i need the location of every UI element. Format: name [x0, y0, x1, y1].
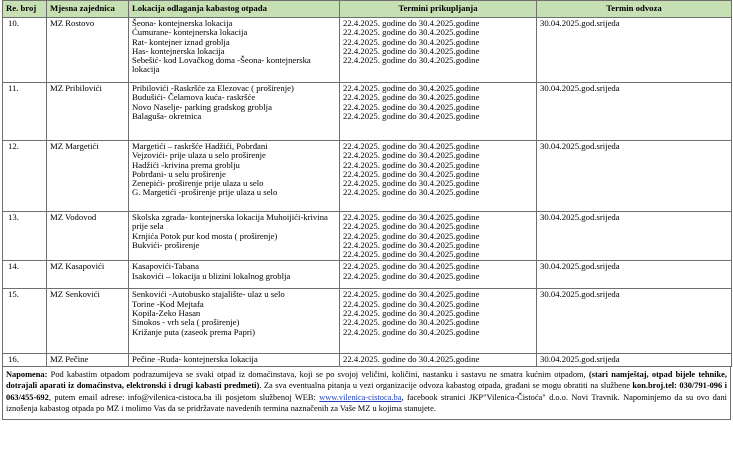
table-body [3, 18, 732, 367]
location-line: Križanje puta (zaseok prema Papri) [132, 326, 256, 337]
row-termini [340, 354, 537, 366]
termin-line: 22.4.2025. godine do 30.4.2025.godine [343, 150, 480, 161]
row-mz: MZ Rostovo [47, 18, 129, 83]
row-locations [129, 261, 340, 289]
schedule-document [2, 0, 731, 420]
table-row [3, 141, 732, 212]
termin-line: 22.4.2025. godine do 30.4.2025.godine [343, 212, 480, 222]
header-mz: Mjesna zajednica [47, 1, 129, 18]
location-line: Torine -Kod Mejtafa [132, 298, 204, 309]
row-locations [129, 141, 340, 212]
location-line: Skolska zgrada- kontejnerska lokacija Muhoijići-krivina prije sela [132, 212, 328, 232]
row-number: 11. [3, 83, 47, 141]
termin-line: 22.4.2025. godine do 30.4.2025.godine [343, 36, 480, 47]
location-line: Pečine -Ruda- kontejnerska lokacija [132, 354, 258, 365]
location-line: Kopila-Zeko Hasan [132, 308, 201, 319]
termin-line: 22.4.2025. godine do 30.4.2025.godine [343, 178, 480, 189]
header-rb: Re. broj [3, 1, 47, 18]
termin-line: 22.4.2025. godine do 30.4.2025.godine [343, 101, 480, 112]
table-row [3, 18, 732, 83]
row-number: 14. [3, 261, 47, 289]
termin-line: 22.4.2025. godine do 30.4.2025.godine [343, 354, 480, 365]
location-line: Senkovići -Autobusko stajalište- ulaz u selo [132, 289, 285, 300]
termin-line: 22.4.2025. godine do 30.4.2025.godine [343, 45, 480, 56]
note-text-4: , facebook stranici JKP"Vilenica-Čistoća" d.o.o. Novi Travnik. Napominjemo da su ovo dani iznošenja kabastog otpada po MZ i molimo Vas da se pridržavate navedenih termina naznačenih za Vaše MZ u kojima stanujete. [6, 392, 727, 414]
termin-line: 22.4.2025. godine do 30.4.2025.godine [343, 110, 480, 121]
location-line: Balaguša- okretnica [132, 110, 202, 121]
row-odvoz: 30.04.2025.god.srijeda [537, 141, 732, 212]
table-row [3, 261, 732, 289]
termin-line: 22.4.2025. godine do 30.4.2025.godine [343, 230, 480, 241]
location-line: Sinokos - vrh sela ( proširenje) [132, 317, 240, 328]
note-bold-1: (stari namještaj, otpad bijele tehnike, dotrajali aparati iz domaćinstva, elektronski i drugi kabasti predmeti) [6, 369, 727, 391]
location-line: Has- kontejnerska lokacija [132, 45, 225, 56]
row-mz: MZ Vodovod [47, 212, 129, 261]
table-row [3, 212, 732, 261]
termin-line: 22.4.2025. godine do 30.4.2025.godine [343, 221, 480, 232]
location-line: Hadžići -krivina prema groblju [132, 159, 240, 170]
table-header-row [3, 1, 732, 18]
row-locations [129, 83, 340, 141]
termin-line: 22.4.2025. godine do 30.4.2025.godine [343, 308, 480, 319]
location-line: Margetići – raskršće Hadžići, Pobrđani [132, 141, 268, 151]
termin-line: 22.4.2025. godine do 30.4.2025.godine [343, 249, 480, 260]
row-locations [129, 212, 340, 261]
header-lokacija: Lokacija odlaganja kabastog otpada [129, 1, 340, 18]
row-number: 15. [3, 289, 47, 354]
location-line: Novo Naselje- parking gradskog groblja [132, 101, 272, 112]
termin-line: 22.4.2025. godine do 30.4.2025.godine [343, 55, 480, 66]
row-locations [129, 289, 340, 354]
table-row [3, 354, 732, 366]
termin-line: 22.4.2025. godine do 30.4.2025.godine [343, 83, 480, 93]
row-number: 16. [3, 354, 47, 366]
note-label: Napomena: [6, 369, 48, 379]
row-odvoz: 30.04.2025.god.srijeda [537, 18, 732, 83]
row-termini [340, 18, 537, 83]
row-locations [129, 18, 340, 83]
termin-line: 22.4.2025. godine do 30.4.2025.godine [343, 239, 480, 250]
location-line: Ćumurane- kontejnerska lokacija [132, 27, 248, 38]
location-line: Šeona- kontejnerska lokacija [132, 18, 233, 28]
row-mz: MZ Senkovići [47, 289, 129, 354]
termin-line: 22.4.2025. godine do 30.4.2025.godine [343, 261, 480, 272]
note-paragraph [2, 367, 731, 420]
note-phone: kon.broj.tel: 030/791-096 i 063/455-692 [6, 381, 727, 402]
location-line: Budušići- Čelamova kuća- raskršće [132, 92, 256, 103]
termin-line: 22.4.2025. godine do 30.4.2025.godine [343, 270, 480, 281]
header-termini: Termini prikupljanja [340, 1, 537, 18]
row-mz: MZ Kasapovići [47, 261, 129, 289]
termin-line: 22.4.2025. godine do 30.4.2025.godine [343, 298, 480, 309]
table-row [3, 83, 732, 141]
location-line: Kasapovići-Tabana [132, 261, 199, 272]
location-line: Isakovići – lokacija u blizini lokalnog groblja [132, 270, 291, 281]
termin-line: 22.4.2025. godine do 30.4.2025.godine [343, 27, 480, 38]
note-text-3: , putem email adrese: info@vilenica-cistoca.ba ili posjetom službenoj WEB: [48, 392, 320, 402]
row-odvoz: 30.04.2025.god.srijeda [537, 83, 732, 141]
row-termini [340, 83, 537, 141]
row-number: 12. [3, 141, 47, 212]
termin-line: 22.4.2025. godine do 30.4.2025.godine [343, 92, 480, 103]
row-termini [340, 212, 537, 261]
header-odvoz: Termin odvoza [537, 1, 732, 18]
location-line: Pribilovići -Raskršće za Elezovac ( proširenje) [132, 83, 294, 93]
row-odvoz: 30.04.2025.god.srijeda [537, 354, 732, 366]
termin-line: 22.4.2025. godine do 30.4.2025.godine [343, 141, 480, 151]
row-mz: MZ Pečine [47, 354, 129, 366]
termin-line: 22.4.2025. godine do 30.4.2025.godine [343, 168, 480, 179]
schedule-table [2, 0, 732, 367]
location-line: Sebešić- kod Lovačkog doma -Šeona- kontejnerska lokacija [132, 55, 311, 75]
termin-line: 22.4.2025. godine do 30.4.2025.godine [343, 289, 480, 300]
termin-line: 22.4.2025. godine do 30.4.2025.godine [343, 159, 480, 170]
location-line: G. Margetići -proširenje prije ulaza u selo [132, 187, 278, 198]
termin-line: 22.4.2025. godine do 30.4.2025.godine [343, 326, 480, 337]
row-odvoz: 30.04.2025.god.srijeda [537, 212, 732, 261]
location-line: Rat- kontejner iznad groblja [132, 36, 230, 47]
location-line: Bukvići- proširenje [132, 239, 200, 250]
website-link[interactable]: www.vilenica-cistoca.ba [319, 392, 402, 402]
row-termini [340, 261, 537, 289]
location-line: Zenepići- proširenje prije ulaza u selo [132, 178, 264, 189]
row-termini [340, 289, 537, 354]
location-line: Krnjića Potok pur kod mosta ( proširenje) [132, 230, 278, 241]
note-text-2: . Za sva eventualna pitanja u vezi organizacije odvoza kabastog otpada, građani se mogu obratiti na službene [259, 381, 633, 391]
row-odvoz: 30.04.2025.god.srijeda [537, 289, 732, 354]
row-number: 13. [3, 212, 47, 261]
row-termini [340, 141, 537, 212]
termin-line: 22.4.2025. godine do 30.4.2025.godine [343, 187, 480, 198]
note-text-1: Pod kabastim otpadom podrazumijeva se svaki otpad iz domaćinstava, koji se po svojoj veličini, količini, nastanku i sastavu ne smatra kućnim otpadom, [47, 369, 589, 379]
row-number: 10. [3, 18, 47, 83]
row-mz: MZ Pribilovići [47, 83, 129, 141]
location-line: Pobrđani- u selu proširenje [132, 168, 226, 179]
location-line: Vejzovići- prije ulaza u selo proširenje [132, 150, 266, 161]
row-mz: MZ Margetići [47, 141, 129, 212]
termin-line: 22.4.2025. godine do 30.4.2025.godine [343, 317, 480, 328]
table-row [3, 289, 732, 354]
termin-line: 22.4.2025. godine do 30.4.2025.godine [343, 18, 480, 28]
row-odvoz: 30.04.2025.god.srijeda [537, 261, 732, 289]
row-locations [129, 354, 340, 366]
